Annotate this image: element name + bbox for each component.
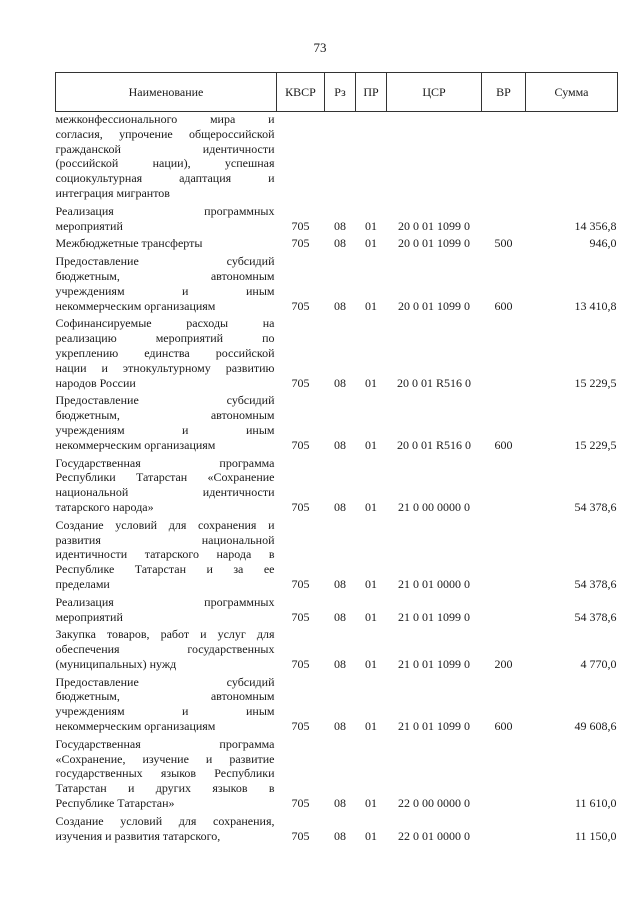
cell-name-line: Софинансируемые расходы на [55, 316, 275, 331]
cell-name [56, 627, 277, 671]
cell-vr [482, 316, 526, 390]
cell-kvsr: 705 [291, 796, 310, 811]
cell-pr: 01 [365, 719, 377, 734]
cell-name-line: бюджетным, автономным [55, 268, 275, 283]
cell-name-line: бюджетным, автономным [55, 689, 275, 704]
cell-name [56, 236, 277, 251]
cell-csr: 21 0 01 1099 0 [398, 609, 470, 624]
cell-pr: 01 [365, 375, 377, 390]
table-row [56, 675, 618, 734]
cell-name-line: укреплению единства российской [55, 345, 275, 360]
table-row [56, 456, 618, 515]
cell-name [56, 254, 277, 313]
cell-pr: 01 [365, 218, 377, 233]
cell-name-line: «Сохранение, изучение и развитие [55, 751, 275, 766]
cell-csr: 22 0 01 0000 0 [398, 828, 470, 843]
cell-name-line: государственных языков Республики [55, 766, 275, 781]
cell-vr: 600 [494, 298, 513, 313]
cell-name [56, 393, 277, 452]
cell-sum: 11 150,0 [574, 828, 617, 843]
budget-table [55, 72, 618, 843]
cell-pr: 01 [365, 499, 377, 514]
cell-name-line: Предоставление субсидий [55, 254, 275, 269]
cell-kvsr: 705 [291, 719, 310, 734]
cell-name-line: Реализация программных [55, 594, 275, 609]
cell-csr: 21 0 01 1099 0 [398, 656, 470, 671]
cell-rz: 08 [334, 656, 346, 671]
cell-name [56, 737, 277, 811]
cell-name-line: некоммерческим организациям [55, 298, 216, 313]
cell-name-line: (российской нации), успешная [55, 156, 275, 171]
table-row [56, 236, 618, 251]
cell-name-line: бюджетным, автономным [55, 408, 275, 423]
cell-name-line: Республике Татарстан» [55, 796, 175, 811]
cell-name [56, 316, 277, 390]
cell-name-line: некоммерческим организациям [55, 437, 216, 452]
cell-kvsr: 705 [291, 828, 310, 843]
cell-rz: 08 [334, 375, 346, 390]
table-row [56, 627, 618, 671]
cell-kvsr: 705 [291, 236, 310, 251]
column-header-vr: ВР [482, 73, 526, 112]
cell-name-line: учреждениям и иным [55, 283, 275, 298]
cell-rz: 08 [334, 796, 346, 811]
cell-name-line: народов России [55, 375, 136, 390]
cell-pr: 01 [365, 236, 377, 251]
cell-kvsr: 705 [291, 656, 310, 671]
cell-name [56, 518, 277, 592]
cell-kvsr: 705 [291, 218, 310, 233]
cell-sum: 13 410,8 [574, 298, 617, 313]
cell-vr [482, 456, 526, 515]
cell-name [56, 675, 277, 734]
cell-csr: 20 0 01 1099 0 [398, 298, 470, 313]
cell-sum: 4 770,0 [580, 656, 617, 671]
cell-name-line: Государственная программа [55, 455, 275, 470]
cell-name [56, 814, 277, 844]
cell-name-line: гражданской идентичности [55, 141, 275, 156]
cell-kvsr [277, 112, 325, 201]
cell-sum: 14 356,8 [574, 218, 617, 233]
cell-rz: 08 [334, 719, 346, 734]
cell-kvsr: 705 [291, 499, 310, 514]
cell-name-line: учреждениям и иным [55, 704, 275, 719]
cell-sum: 15 229,5 [574, 437, 617, 452]
column-header-name: Наименование [56, 73, 277, 112]
cell-name [56, 204, 277, 234]
table-row [56, 254, 618, 313]
table-body [56, 112, 618, 844]
cell-name-line: изучения и развития татарского, [55, 828, 221, 843]
cell-vr: 500 [494, 236, 513, 251]
cell-name [56, 595, 277, 625]
cell-name-line: Реализация программных [55, 203, 275, 218]
cell-name-line: Закупка товаров, работ и услуг для [55, 627, 275, 642]
table-row [56, 518, 618, 592]
cell-name [56, 112, 277, 201]
cell-pr: 01 [365, 656, 377, 671]
cell-sum: 15 229,5 [574, 375, 617, 390]
cell-name-line: мероприятий [55, 609, 123, 624]
cell-rz: 08 [334, 609, 346, 624]
cell-pr: 01 [365, 576, 377, 591]
cell-name-line: идентичности татарского народа в [55, 547, 275, 562]
cell-vr [482, 112, 526, 201]
cell-rz: 08 [334, 576, 346, 591]
cell-name-line: некоммерческим организациям [55, 719, 216, 734]
cell-pr: 01 [365, 828, 377, 843]
cell-kvsr: 705 [291, 298, 310, 313]
column-header-kvsr: КВСР [277, 73, 325, 112]
cell-name-line: Создание условий для сохранения и [55, 517, 275, 532]
cell-csr: 20 0 01 R516 0 [396, 437, 471, 452]
cell-rz: 08 [334, 218, 346, 233]
column-header-rz: Рз [325, 73, 356, 112]
cell-kvsr: 705 [291, 576, 310, 591]
cell-vr [482, 518, 526, 592]
cell-vr: 600 [494, 719, 513, 734]
cell-name-line: (муниципальных) нужд [55, 656, 177, 671]
cell-pr: 01 [365, 609, 377, 624]
cell-name-line: пределами [55, 576, 110, 591]
cell-name-line: интеграция мигрантов [55, 185, 170, 200]
cell-vr: 600 [494, 437, 513, 452]
cell-rz: 08 [334, 236, 346, 251]
cell-vr [482, 595, 526, 625]
cell-name [56, 456, 277, 515]
cell-name-line: обеспечения государственных [55, 642, 275, 657]
cell-vr [482, 204, 526, 234]
cell-vr: 200 [494, 656, 513, 671]
cell-sum: 54 378,6 [574, 609, 617, 624]
cell-csr: 21 0 00 0000 0 [398, 499, 470, 514]
cell-pr: 01 [365, 437, 377, 452]
column-header-sum: Сумма [526, 73, 618, 112]
column-header-pr: ПР [356, 73, 387, 112]
cell-rz: 08 [334, 828, 346, 843]
cell-rz [325, 112, 356, 201]
cell-rz: 08 [334, 298, 346, 313]
cell-name-line: Республики Татарстан «Сохранение [55, 470, 275, 485]
page-number: 73 [313, 40, 327, 55]
cell-name-line: межконфессионального мира и [55, 112, 275, 126]
cell-csr: 20 0 01 R516 0 [396, 375, 471, 390]
cell-pr [356, 112, 387, 201]
cell-vr [482, 737, 526, 811]
cell-name-line: татарского народа» [55, 499, 154, 514]
table-row [56, 112, 618, 201]
table-row [56, 204, 618, 234]
cell-name-line: Предоставление субсидий [55, 674, 275, 689]
cell-sum [526, 112, 618, 201]
column-header-csr: ЦСР [387, 73, 482, 112]
table-row [56, 595, 618, 625]
cell-csr: 21 0 01 0000 0 [398, 576, 470, 591]
cell-csr: 22 0 00 0000 0 [398, 796, 470, 811]
cell-name-line: нации и этнокультурному развитию [55, 360, 275, 375]
cell-name-line: реализацию мероприятий по [55, 331, 275, 346]
cell-csr [387, 112, 482, 201]
table-row [56, 814, 618, 844]
table-header-row [56, 73, 618, 112]
cell-csr: 20 0 01 1099 0 [398, 218, 470, 233]
cell-sum: 54 378,6 [574, 499, 617, 514]
cell-name-line: национальной идентичности [55, 485, 275, 500]
cell-pr: 01 [365, 298, 377, 313]
cell-kvsr: 705 [291, 375, 310, 390]
cell-sum: 49 608,6 [574, 719, 617, 734]
table-row [56, 316, 618, 390]
cell-kvsr: 705 [291, 609, 310, 624]
cell-sum: 946,0 [589, 236, 617, 251]
cell-kvsr: 705 [291, 437, 310, 452]
cell-name-line: социокультурная адаптация и [55, 171, 275, 186]
cell-pr: 01 [365, 796, 377, 811]
cell-name-line: Государственная программа [55, 736, 275, 751]
cell-name-line: мероприятий [55, 218, 123, 233]
cell-sum: 11 610,0 [574, 796, 617, 811]
cell-vr [482, 814, 526, 844]
cell-rz: 08 [334, 437, 346, 452]
cell-name-line: Республике Татарстан и за ее [55, 562, 275, 577]
cell-rz: 08 [334, 499, 346, 514]
cell-name-line: Межбюджетные трансферты [55, 236, 203, 251]
cell-name-line: Предоставление субсидий [55, 393, 275, 408]
cell-csr: 20 0 01 1099 0 [398, 236, 470, 251]
cell-name-line: Татарстан и других языков в [55, 781, 275, 796]
cell-sum: 54 378,6 [574, 576, 617, 591]
cell-name-line: Создание условий для сохранения, [55, 813, 275, 828]
cell-name-line: согласия, упрочение общероссийской [55, 126, 275, 141]
table-row [56, 393, 618, 452]
cell-csr: 21 0 01 1099 0 [398, 719, 470, 734]
table-row [56, 737, 618, 811]
cell-name-line: учреждениям и иным [55, 422, 275, 437]
cell-name-line: развития национальной [55, 532, 275, 547]
